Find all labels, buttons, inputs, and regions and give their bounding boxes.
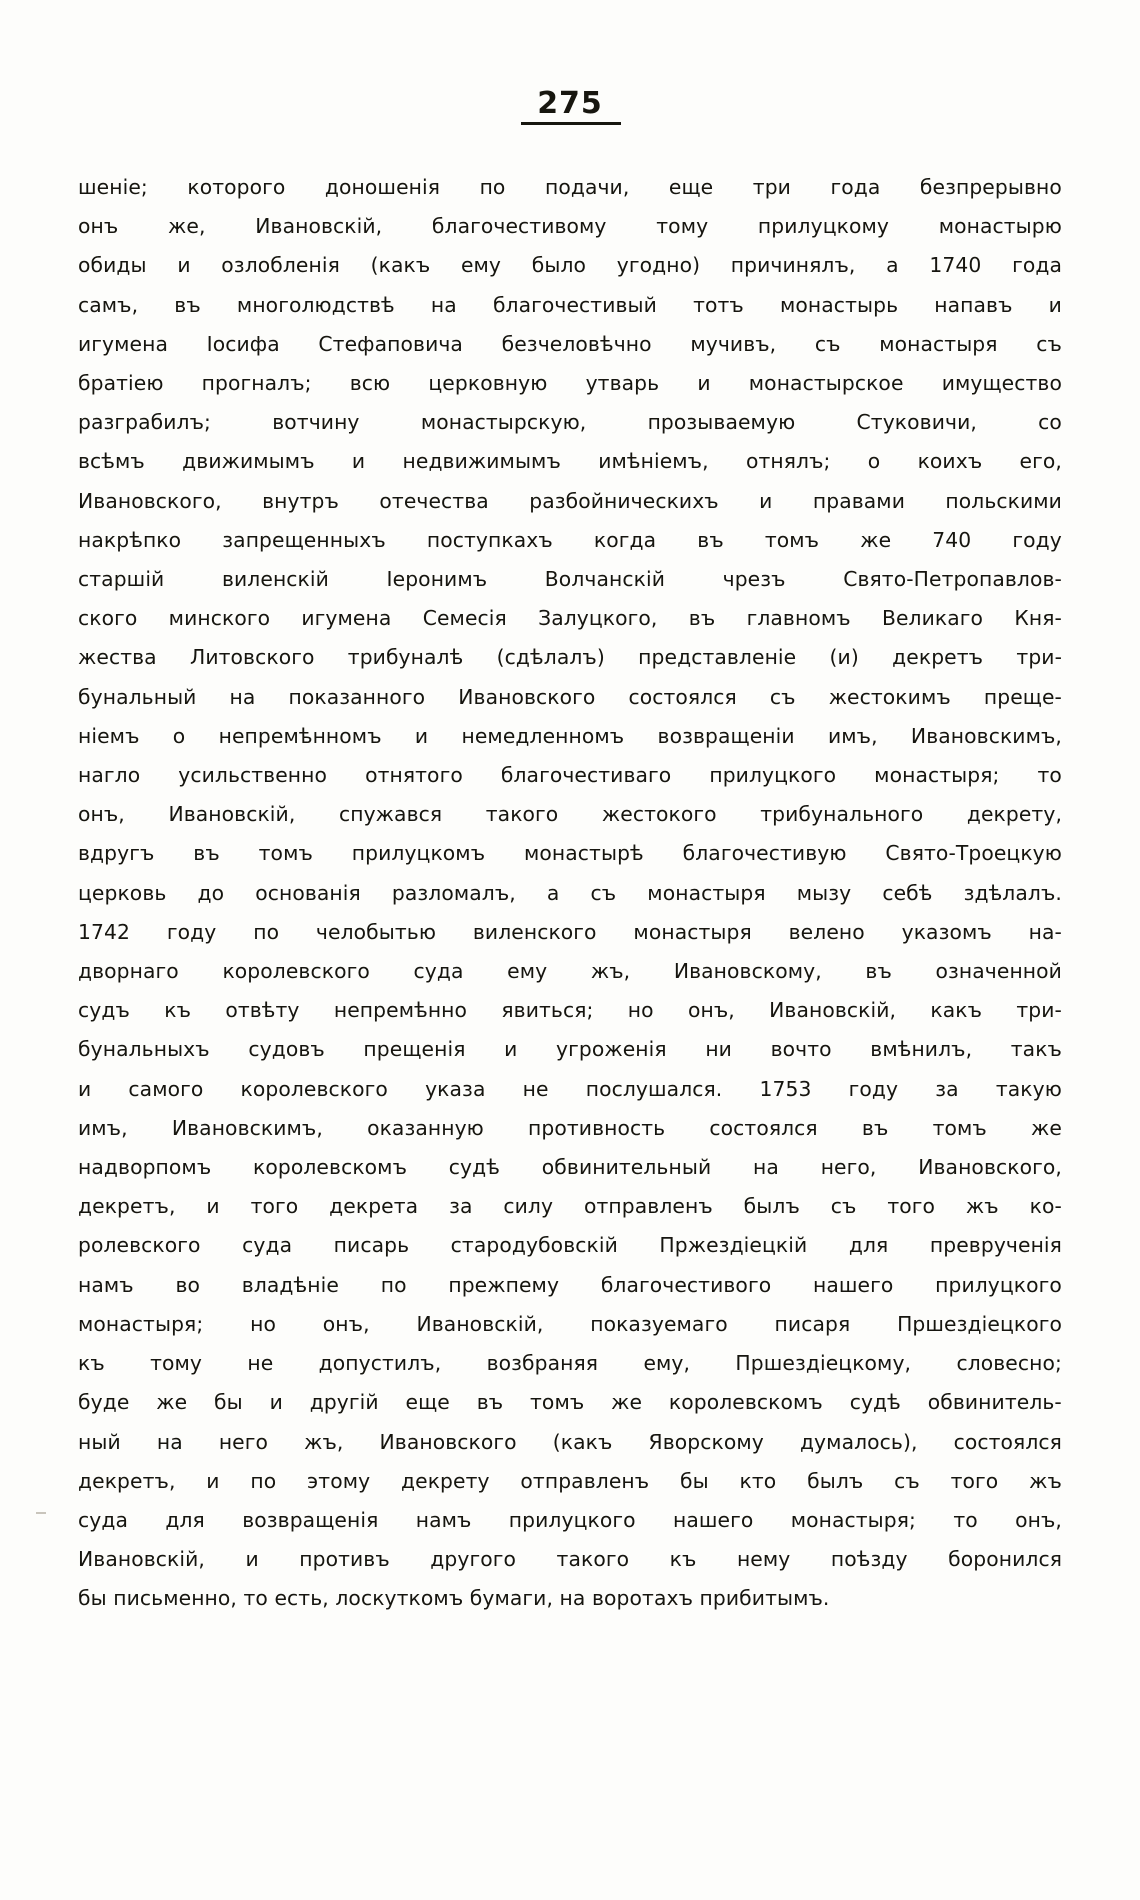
body-text	[78, 168, 1062, 1619]
text-line: судъ къ отвѣту непремѣнно явиться; но онъ, Ивановскій, какъ три-	[78, 998, 1062, 1023]
text-block	[78, 168, 1062, 1619]
text-line: бунальныхъ судовъ прещенія и угроженія ни вочто вмѣнилъ, такъ	[78, 1037, 1062, 1062]
page-edge-mark	[36, 1512, 46, 1514]
text-line: игумена Іосифа Стефаповича безчеловѣчно мучивъ, съ монастыря съ	[78, 331, 1062, 356]
text-line: вдругъ въ томъ прилуцкомъ монастырѣ благочестивую Свято-Троецкую	[78, 841, 1062, 866]
text-line: разграбилъ; вотчину монастырскую, прозываемую Стуковичи, со	[78, 410, 1062, 435]
text-line: дворнаго королевского суда ему жъ, Ивановскому, въ означенной	[78, 959, 1062, 984]
text-line: ского минского игумена Семесія Залуцкого, въ главномъ Великаго Кня-	[78, 606, 1062, 631]
text-line: жества Литовского трибуналѣ (сдѣлалъ) представленіе (и) декретъ три-	[78, 645, 1062, 670]
text-line: имъ, Ивановскимъ, оказанную противность состоялся въ томъ же	[78, 1115, 1062, 1140]
text-line: церковь до основанія разломалъ, а съ монастыря мызу себѣ здѣлалъ.	[78, 880, 1062, 905]
text-line: буде же бы и другій еще въ томъ же королевскомъ судѣ обвинитель-	[78, 1390, 1062, 1415]
text-line: намъ во владѣніе по прежпему благочестивого нашего прилуцкого	[78, 1272, 1062, 1297]
text-line: суда для возвращенія намъ прилуцкого нашего монастыря; то онъ,	[78, 1507, 1062, 1532]
text-line: монастыря; но онъ, Ивановскій, показуемаго писаря Пршездіецкого	[78, 1311, 1062, 1336]
text-line: декретъ, и того декрета за силу отправленъ былъ съ того жъ ко-	[78, 1194, 1062, 1219]
text-line: самъ, въ многолюдствѣ на благочестивый тотъ монастырь напавъ и	[78, 292, 1062, 317]
text-line: 1742 году по челобытью виленского монастыря велено указомъ на-	[78, 919, 1062, 944]
text-line: онъ, Ивановскій, спужався такого жестокого трибунального декрету,	[78, 802, 1062, 827]
text-line: ный на него жъ, Ивановского (какъ Яворскому думалось), состоялся	[78, 1429, 1062, 1454]
text-line: Ивановскій, и противъ другого такого къ нему поѣзду боронился	[78, 1547, 1062, 1572]
text-line: и самого королевского указа не послушался. 1753 году за такую	[78, 1076, 1062, 1101]
text-line: братіею прогналъ; всю церковную утварь и монастырское имущество	[78, 371, 1062, 396]
text-line: декретъ, и по этому декрету отправленъ бы кто былъ съ того жъ	[78, 1468, 1062, 1493]
text-line: обиды и озлобленія (какъ ему было угодно) причинялъ, а 1740 года	[78, 253, 1062, 278]
page-number-underline	[521, 122, 621, 125]
text-line: бы письменно, то есть, лоскуткомъ бумаги, на воротахъ прибитымъ.	[78, 1586, 830, 1611]
text-line: надворпомъ королевскомъ судѣ обвинительный на него, Ивановского,	[78, 1155, 1062, 1180]
text-line: нагло усильственно отнятого благочестиваго прилуцкого монастыря; то	[78, 763, 1062, 788]
page-header	[0, 86, 1140, 121]
text-line: шеніе; которого доношенія по подачи, еще три года безпрерывно	[78, 175, 1062, 199]
text-line: къ тому не допустилъ, возбраняя ему, Пршездіецкому, словесно;	[78, 1351, 1062, 1376]
text-line: накрѣпко запрещенныхъ поступкахъ когда въ томъ же 740 году	[78, 527, 1062, 552]
text-line: всѣмъ движимымъ и недвижимымъ имѣніемъ, отнялъ; о коихъ его,	[78, 449, 1062, 474]
text-line: бунальный на показанного Ивановского состоялся съ жестокимъ прещe-	[78, 684, 1062, 709]
page-number: 275	[537, 86, 603, 121]
text-line: онъ же, Ивановскій, благочестивому тому прилуцкому монастырю	[78, 214, 1062, 239]
text-line: ролевского суда писарь стародубовскій Пржездіецкій для преврученія	[78, 1233, 1062, 1258]
text-line: ніемъ о непремѣнномъ и немедленномъ возвращеніи имъ, Ивановскимъ,	[78, 723, 1062, 748]
text-line: старшій виленскій Іеронимъ Волчанскій чрезъ Свято-Петропавлов-	[78, 567, 1062, 592]
text-line: Ивановского, внутръ отечества разбойническихъ и правами польскими	[78, 488, 1062, 513]
